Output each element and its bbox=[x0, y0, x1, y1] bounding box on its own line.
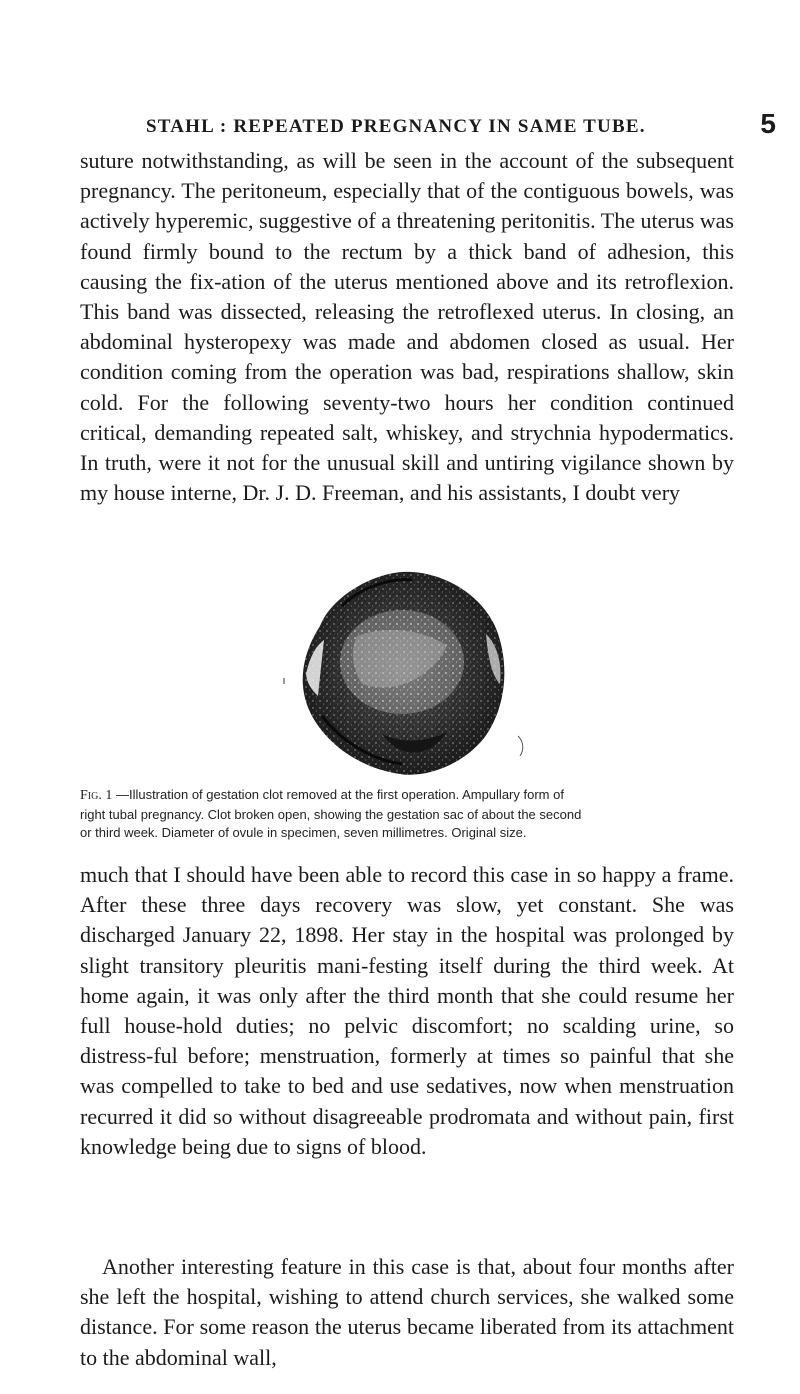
body-paragraph-3: Another interesting feature in this case is that, about four months after she left the hospital, wishing to attend church services, she walked some distance. For some reason the uterus became liberated from its attachment to the abdominal wall, bbox=[80, 1254, 734, 1370]
page-number: 5 bbox=[760, 108, 776, 139]
figure-caption bbox=[80, 786, 735, 843]
body-paragraph-2: much that I should have been able to record this case in so happy a frame. After these three days recovery was slow, yet constant. She was discharged January 22, 1898. Her stay in the hospital was prolonged by slight transitory pleuritis mani-festing itself during the third week. At home again, it was only after the third month that she could resume her full house-hold duties; no pelvic discomfort; no scalding urine, so distress-ful before; menstruation, formerly at times so painful that she was compelled to take to bed and use sedatives, now when menstruation recurred it did so without disagreeable prodromata and without pain, first knowledge being due to signs of blood. bbox=[80, 862, 734, 1159]
body-paragraph-1: suture notwithstanding, as will be seen in the account of the subsequent pregnancy. The peritoneum, especially that of the contiguous bowels, was actively hyperemic, suggestive of a threatening peritonitis. The uterus was found firmly bound to the rectum by a thick band of adhesion, this causing the fix-ation of the uterus mentioned above and its retroflexion. This band was dissected, releasing the retroflexed uterus. In closing, an abdominal hysteropexy was made and abdomen closed as usual. Her condition coming from the operation was bad, respirations shallow, skin cold. For the following seventy-two hours her condition continued critical, demanding repeated salt, whiskey, and strychnia hypodermatics. In truth, were it not for the unusual skill and untiring vigilance shown by my house interne, Dr. J. D. Freeman, and his assistants, I doubt very bbox=[80, 148, 734, 506]
gestation-clot-illustration bbox=[262, 566, 534, 781]
caption-line-2: right tubal pregnancy. Clot broken open, showing the gestation sac of about the second bbox=[80, 806, 582, 822]
running-title: STAHL : REPEATED PREGNANCY IN SAME TUBE. bbox=[146, 116, 646, 137]
figure-label: Fig. 1 bbox=[80, 788, 113, 803]
running-head bbox=[146, 108, 776, 144]
gestation-clot-figure bbox=[262, 566, 534, 781]
caption-line-1: Fig. 1 —Illustration of gestation clot removed at the first operation. Ampullary form of bbox=[80, 787, 564, 803]
caption-line-3: or third week. Diameter of ovule in specimen, seven millimetres. Original size. bbox=[80, 825, 527, 840]
